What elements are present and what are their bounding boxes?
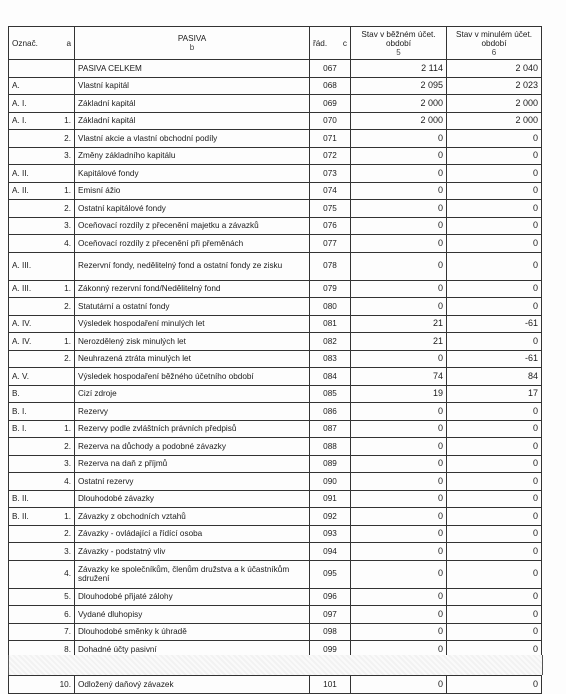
row-rad: 091 xyxy=(310,490,351,508)
row-previous-value: 0 xyxy=(447,508,542,526)
row-rad: 092 xyxy=(310,508,351,526)
table-row xyxy=(9,385,542,403)
table-row xyxy=(9,235,542,253)
row-number: 2. xyxy=(54,525,75,543)
row-number xyxy=(54,165,75,183)
row-label: Dlouhodobé směnky k úhradě xyxy=(75,623,310,641)
row-number: 1. xyxy=(54,508,75,526)
table-row xyxy=(9,95,542,113)
row-rad: 082 xyxy=(310,333,351,351)
row-rad: 097 xyxy=(310,606,351,624)
row-oznaceni xyxy=(9,235,54,253)
row-oznaceni: B. I. xyxy=(9,403,54,421)
row-number xyxy=(54,60,75,78)
table-row xyxy=(9,438,542,456)
row-oznaceni: B. xyxy=(9,385,54,403)
table-row xyxy=(9,560,542,588)
table-row xyxy=(9,473,542,491)
table-row xyxy=(9,217,542,235)
row-label: Oceňovací rozdíly z přecenění majetku a závazků xyxy=(75,217,310,235)
row-previous-value: 2 023 xyxy=(447,77,542,95)
row-rad: 079 xyxy=(310,280,351,298)
row-rad: 086 xyxy=(310,403,351,421)
row-oznaceni xyxy=(9,130,54,148)
row-previous-value: 0 xyxy=(447,543,542,561)
row-label: Závazky ke společníkům, členům družstva a k účastníkům sdružení xyxy=(75,560,310,588)
row-oznaceni: A. I. xyxy=(9,112,54,130)
row-previous-value: 0 xyxy=(447,438,542,456)
row-previous-value: 2 040 xyxy=(447,60,542,78)
table-row xyxy=(9,130,542,148)
row-current-value: 0 xyxy=(351,455,447,473)
table-row xyxy=(9,455,542,473)
row-oznaceni xyxy=(9,147,54,165)
table-row xyxy=(9,182,542,200)
row-current-value: 0 xyxy=(351,403,447,421)
row-previous-value: 0 xyxy=(447,420,542,438)
row-number: 3. xyxy=(54,217,75,235)
row-current-value: 0 xyxy=(351,130,447,148)
row-rad: 084 xyxy=(310,368,351,386)
row-number: 4. xyxy=(54,235,75,253)
row-current-value: 0 xyxy=(351,182,447,200)
row-number xyxy=(54,368,75,386)
balance-sheet-pasiva xyxy=(8,26,541,694)
table-row xyxy=(9,147,542,165)
row-previous-value: 0 xyxy=(447,403,542,421)
row-rad: 083 xyxy=(310,350,351,368)
row-number xyxy=(54,385,75,403)
row-number: 1. xyxy=(54,280,75,298)
row-current-value: 0 xyxy=(351,641,447,659)
row-previous-value: -61 xyxy=(447,350,542,368)
pasiva-table xyxy=(8,26,542,694)
row-rad: 089 xyxy=(310,455,351,473)
row-current-value: 0 xyxy=(351,543,447,561)
row-label: Rezervy podle zvláštních právních předpisů xyxy=(75,420,310,438)
row-previous-value: 0 xyxy=(447,525,542,543)
row-label: Rezervy xyxy=(75,403,310,421)
table-row xyxy=(9,368,542,386)
row-current-value: 0 xyxy=(351,490,447,508)
row-number: 5. xyxy=(54,588,75,606)
table-row xyxy=(9,298,542,316)
row-current-value: 0 xyxy=(351,420,447,438)
row-oznaceni xyxy=(9,525,54,543)
row-previous-value: -61 xyxy=(447,315,542,333)
row-label: Rezerva na daň z příjmů xyxy=(75,455,310,473)
row-number: 10. xyxy=(54,676,75,694)
row-previous-value: 0 xyxy=(447,130,542,148)
row-previous-value: 17 xyxy=(447,385,542,403)
row-rad: 076 xyxy=(310,217,351,235)
row-current-value: 21 xyxy=(351,315,447,333)
row-previous-value: 0 xyxy=(447,588,542,606)
row-rad: 081 xyxy=(310,315,351,333)
table-row xyxy=(9,60,542,78)
row-rad: 071 xyxy=(310,130,351,148)
row-oznaceni: A. I. xyxy=(9,95,54,113)
row-previous-value: 0 xyxy=(447,235,542,253)
row-label: Ostatní kapitálové fondy xyxy=(75,200,310,218)
row-current-value: 0 xyxy=(351,606,447,624)
table-row xyxy=(9,508,542,526)
row-label: Vydané dluhopisy xyxy=(75,606,310,624)
row-number: 1. xyxy=(54,420,75,438)
row-oznaceni: B. I. xyxy=(9,420,54,438)
row-previous-value: 0 xyxy=(447,676,542,694)
row-oznaceni xyxy=(9,438,54,456)
row-previous-value: 0 xyxy=(447,455,542,473)
header-current-period: Stav v běžném účet. období 5 xyxy=(351,27,447,60)
row-number: 1. xyxy=(54,333,75,351)
row-label: Rezerva na důchody a podobné závazky xyxy=(75,438,310,456)
table-row xyxy=(9,333,542,351)
row-label: Výsledek hospodaření běžného účetního období xyxy=(75,368,310,386)
row-label: Závazky z obchodních vztahů xyxy=(75,508,310,526)
row-current-value: 0 xyxy=(351,165,447,183)
row-oznaceni xyxy=(9,623,54,641)
table-header-row xyxy=(9,27,542,60)
row-oznaceni: A. III. xyxy=(9,252,54,280)
row-oznaceni: A. IV. xyxy=(9,333,54,351)
page-bottom-margin xyxy=(8,655,543,675)
row-number: 2. xyxy=(54,438,75,456)
row-number: 3. xyxy=(54,147,75,165)
row-rad: 098 xyxy=(310,623,351,641)
row-label: Neuhrazená ztráta minulých let xyxy=(75,350,310,368)
row-previous-value: 0 xyxy=(447,623,542,641)
row-current-value: 2 095 xyxy=(351,77,447,95)
row-oznaceni xyxy=(9,473,54,491)
row-rad: 068 xyxy=(310,77,351,95)
row-current-value: 0 xyxy=(351,676,447,694)
row-label: Vlastní kapitál xyxy=(75,77,310,95)
table-row xyxy=(9,543,542,561)
row-label: Vlastní akcie a vlastní obchodní podíly xyxy=(75,130,310,148)
row-label: Závazky - ovládající a řídící osoba xyxy=(75,525,310,543)
table-row xyxy=(9,165,542,183)
row-label: Závazky - podstatný vliv xyxy=(75,543,310,561)
row-label: Oceňovací rozdíly z přecenění při přeměnách xyxy=(75,235,310,253)
header-rad: řád. c xyxy=(310,27,351,60)
row-oznaceni: B. II. xyxy=(9,508,54,526)
row-oznaceni: A. xyxy=(9,77,54,95)
table-row xyxy=(9,420,542,438)
row-label: Statutární a ostatní fondy xyxy=(75,298,310,316)
row-current-value: 0 xyxy=(351,200,447,218)
row-number: 6. xyxy=(54,606,75,624)
row-previous-value: 2 000 xyxy=(447,112,542,130)
row-label: Základní kapitál xyxy=(75,112,310,130)
row-previous-value: 0 xyxy=(447,165,542,183)
row-rad: 075 xyxy=(310,200,351,218)
row-number: 8. xyxy=(54,641,75,659)
row-rad: 070 xyxy=(310,112,351,130)
row-number: 3. xyxy=(54,543,75,561)
row-current-value: 0 xyxy=(351,252,447,280)
row-number: 4. xyxy=(54,473,75,491)
header-col-a: a xyxy=(54,27,75,60)
row-label: Zákonný rezervní fond/Nedělitelný fond xyxy=(75,280,310,298)
row-label: Odložený daňový závazek xyxy=(75,676,310,694)
row-label: Dlouhodobé závazky xyxy=(75,490,310,508)
row-current-value: 0 xyxy=(351,235,447,253)
row-current-value: 0 xyxy=(351,280,447,298)
row-rad: 073 xyxy=(310,165,351,183)
row-rad: 085 xyxy=(310,385,351,403)
row-previous-value: 0 xyxy=(447,333,542,351)
row-current-value: 0 xyxy=(351,560,447,588)
row-rad: 067 xyxy=(310,60,351,78)
row-rad: 096 xyxy=(310,588,351,606)
row-current-value: 2 114 xyxy=(351,60,447,78)
row-oznaceni xyxy=(9,560,54,588)
row-label: Změny základního kapitálu xyxy=(75,147,310,165)
row-rad: 069 xyxy=(310,95,351,113)
header-pasiva: PASIVA b xyxy=(75,27,310,60)
row-oznaceni xyxy=(9,298,54,316)
row-oznaceni xyxy=(9,455,54,473)
row-number: 2. xyxy=(54,200,75,218)
row-current-value: 0 xyxy=(351,438,447,456)
row-rad: 087 xyxy=(310,420,351,438)
row-previous-value: 0 xyxy=(447,641,542,659)
row-current-value: 0 xyxy=(351,298,447,316)
row-label: Dlouhodobé přijaté zálohy xyxy=(75,588,310,606)
row-oznaceni: B. II. xyxy=(9,490,54,508)
row-previous-value: 0 xyxy=(447,147,542,165)
row-oznaceni: A. V. xyxy=(9,368,54,386)
row-rad: 093 xyxy=(310,525,351,543)
row-current-value: 0 xyxy=(351,525,447,543)
row-previous-value: 0 xyxy=(447,473,542,491)
table-row xyxy=(9,606,542,624)
row-number xyxy=(54,77,75,95)
row-label: PASIVA CELKEM xyxy=(75,60,310,78)
row-label: Cizí zdroje xyxy=(75,385,310,403)
table-row xyxy=(9,252,542,280)
row-oznaceni: A. III. xyxy=(9,280,54,298)
row-rad: 078 xyxy=(310,252,351,280)
row-number: 2. xyxy=(54,350,75,368)
row-rad: 077 xyxy=(310,235,351,253)
table-row xyxy=(9,112,542,130)
row-oznaceni xyxy=(9,543,54,561)
row-number: 4. xyxy=(54,560,75,588)
row-oznaceni xyxy=(9,606,54,624)
row-rad: 074 xyxy=(310,182,351,200)
row-number: 2. xyxy=(54,298,75,316)
row-current-value: 21 xyxy=(351,333,447,351)
row-previous-value: 0 xyxy=(447,217,542,235)
row-label: Rezervní fondy, nedělitelný fond a ostatní fondy ze zisku xyxy=(75,252,310,280)
table-row xyxy=(9,588,542,606)
row-number xyxy=(54,252,75,280)
row-rad: 099 xyxy=(310,641,351,659)
row-oznaceni: A. IV. xyxy=(9,315,54,333)
row-previous-value: 0 xyxy=(447,200,542,218)
row-number xyxy=(54,490,75,508)
row-current-value: 2 000 xyxy=(351,112,447,130)
row-oznaceni xyxy=(9,350,54,368)
table-row xyxy=(9,403,542,421)
row-current-value: 0 xyxy=(351,217,447,235)
row-previous-value: 2 000 xyxy=(447,95,542,113)
row-number: 1. xyxy=(54,112,75,130)
table-row xyxy=(9,525,542,543)
row-previous-value: 0 xyxy=(447,182,542,200)
row-current-value: 0 xyxy=(351,623,447,641)
row-number xyxy=(54,95,75,113)
table-row xyxy=(9,77,542,95)
row-previous-value: 0 xyxy=(447,490,542,508)
row-label: Ostatní rezervy xyxy=(75,473,310,491)
row-rad: 072 xyxy=(310,147,351,165)
row-rad: 088 xyxy=(310,438,351,456)
table-row xyxy=(9,490,542,508)
row-number xyxy=(54,403,75,421)
row-oznaceni xyxy=(9,588,54,606)
row-current-value: 0 xyxy=(351,508,447,526)
header-previous-period: Stav v minulém účet. období 6 xyxy=(447,27,542,60)
header-oznac: Označ. xyxy=(9,27,54,60)
table-row xyxy=(9,200,542,218)
row-current-value: 0 xyxy=(351,588,447,606)
row-previous-value: 0 xyxy=(447,252,542,280)
row-label: Emisní ážio xyxy=(75,182,310,200)
row-label: Kapitálové fondy xyxy=(75,165,310,183)
row-rad: 080 xyxy=(310,298,351,316)
table-row xyxy=(9,623,542,641)
row-previous-value: 0 xyxy=(447,560,542,588)
row-previous-value: 0 xyxy=(447,606,542,624)
table-row xyxy=(9,315,542,333)
row-current-value: 19 xyxy=(351,385,447,403)
row-oznaceni: A. II. xyxy=(9,182,54,200)
row-oznaceni xyxy=(9,676,54,694)
table-row xyxy=(9,676,542,694)
row-number xyxy=(54,315,75,333)
row-label: Základní kapitál xyxy=(75,95,310,113)
row-previous-value: 0 xyxy=(447,298,542,316)
row-rad: 090 xyxy=(310,473,351,491)
row-number: 3. xyxy=(54,455,75,473)
row-current-value: 2 000 xyxy=(351,95,447,113)
table-row xyxy=(9,350,542,368)
row-current-value: 0 xyxy=(351,147,447,165)
row-label: Dohadné účty pasivní xyxy=(75,641,310,659)
row-rad: 095 xyxy=(310,560,351,588)
row-previous-value: 0 xyxy=(447,280,542,298)
row-current-value: 0 xyxy=(351,350,447,368)
row-rad: 094 xyxy=(310,543,351,561)
row-current-value: 0 xyxy=(351,473,447,491)
row-previous-value: 84 xyxy=(447,368,542,386)
row-number: 2. xyxy=(54,130,75,148)
row-current-value: 74 xyxy=(351,368,447,386)
row-oznaceni xyxy=(9,217,54,235)
table-row xyxy=(9,280,542,298)
row-oznaceni xyxy=(9,200,54,218)
row-label: Výsledek hospodaření minulých let xyxy=(75,315,310,333)
row-number: 1. xyxy=(54,182,75,200)
row-rad: 101 xyxy=(310,676,351,694)
row-oznaceni xyxy=(9,60,54,78)
row-oznaceni: A. II. xyxy=(9,165,54,183)
row-number: 7. xyxy=(54,623,75,641)
row-label: Nerozdělený zisk minulých let xyxy=(75,333,310,351)
